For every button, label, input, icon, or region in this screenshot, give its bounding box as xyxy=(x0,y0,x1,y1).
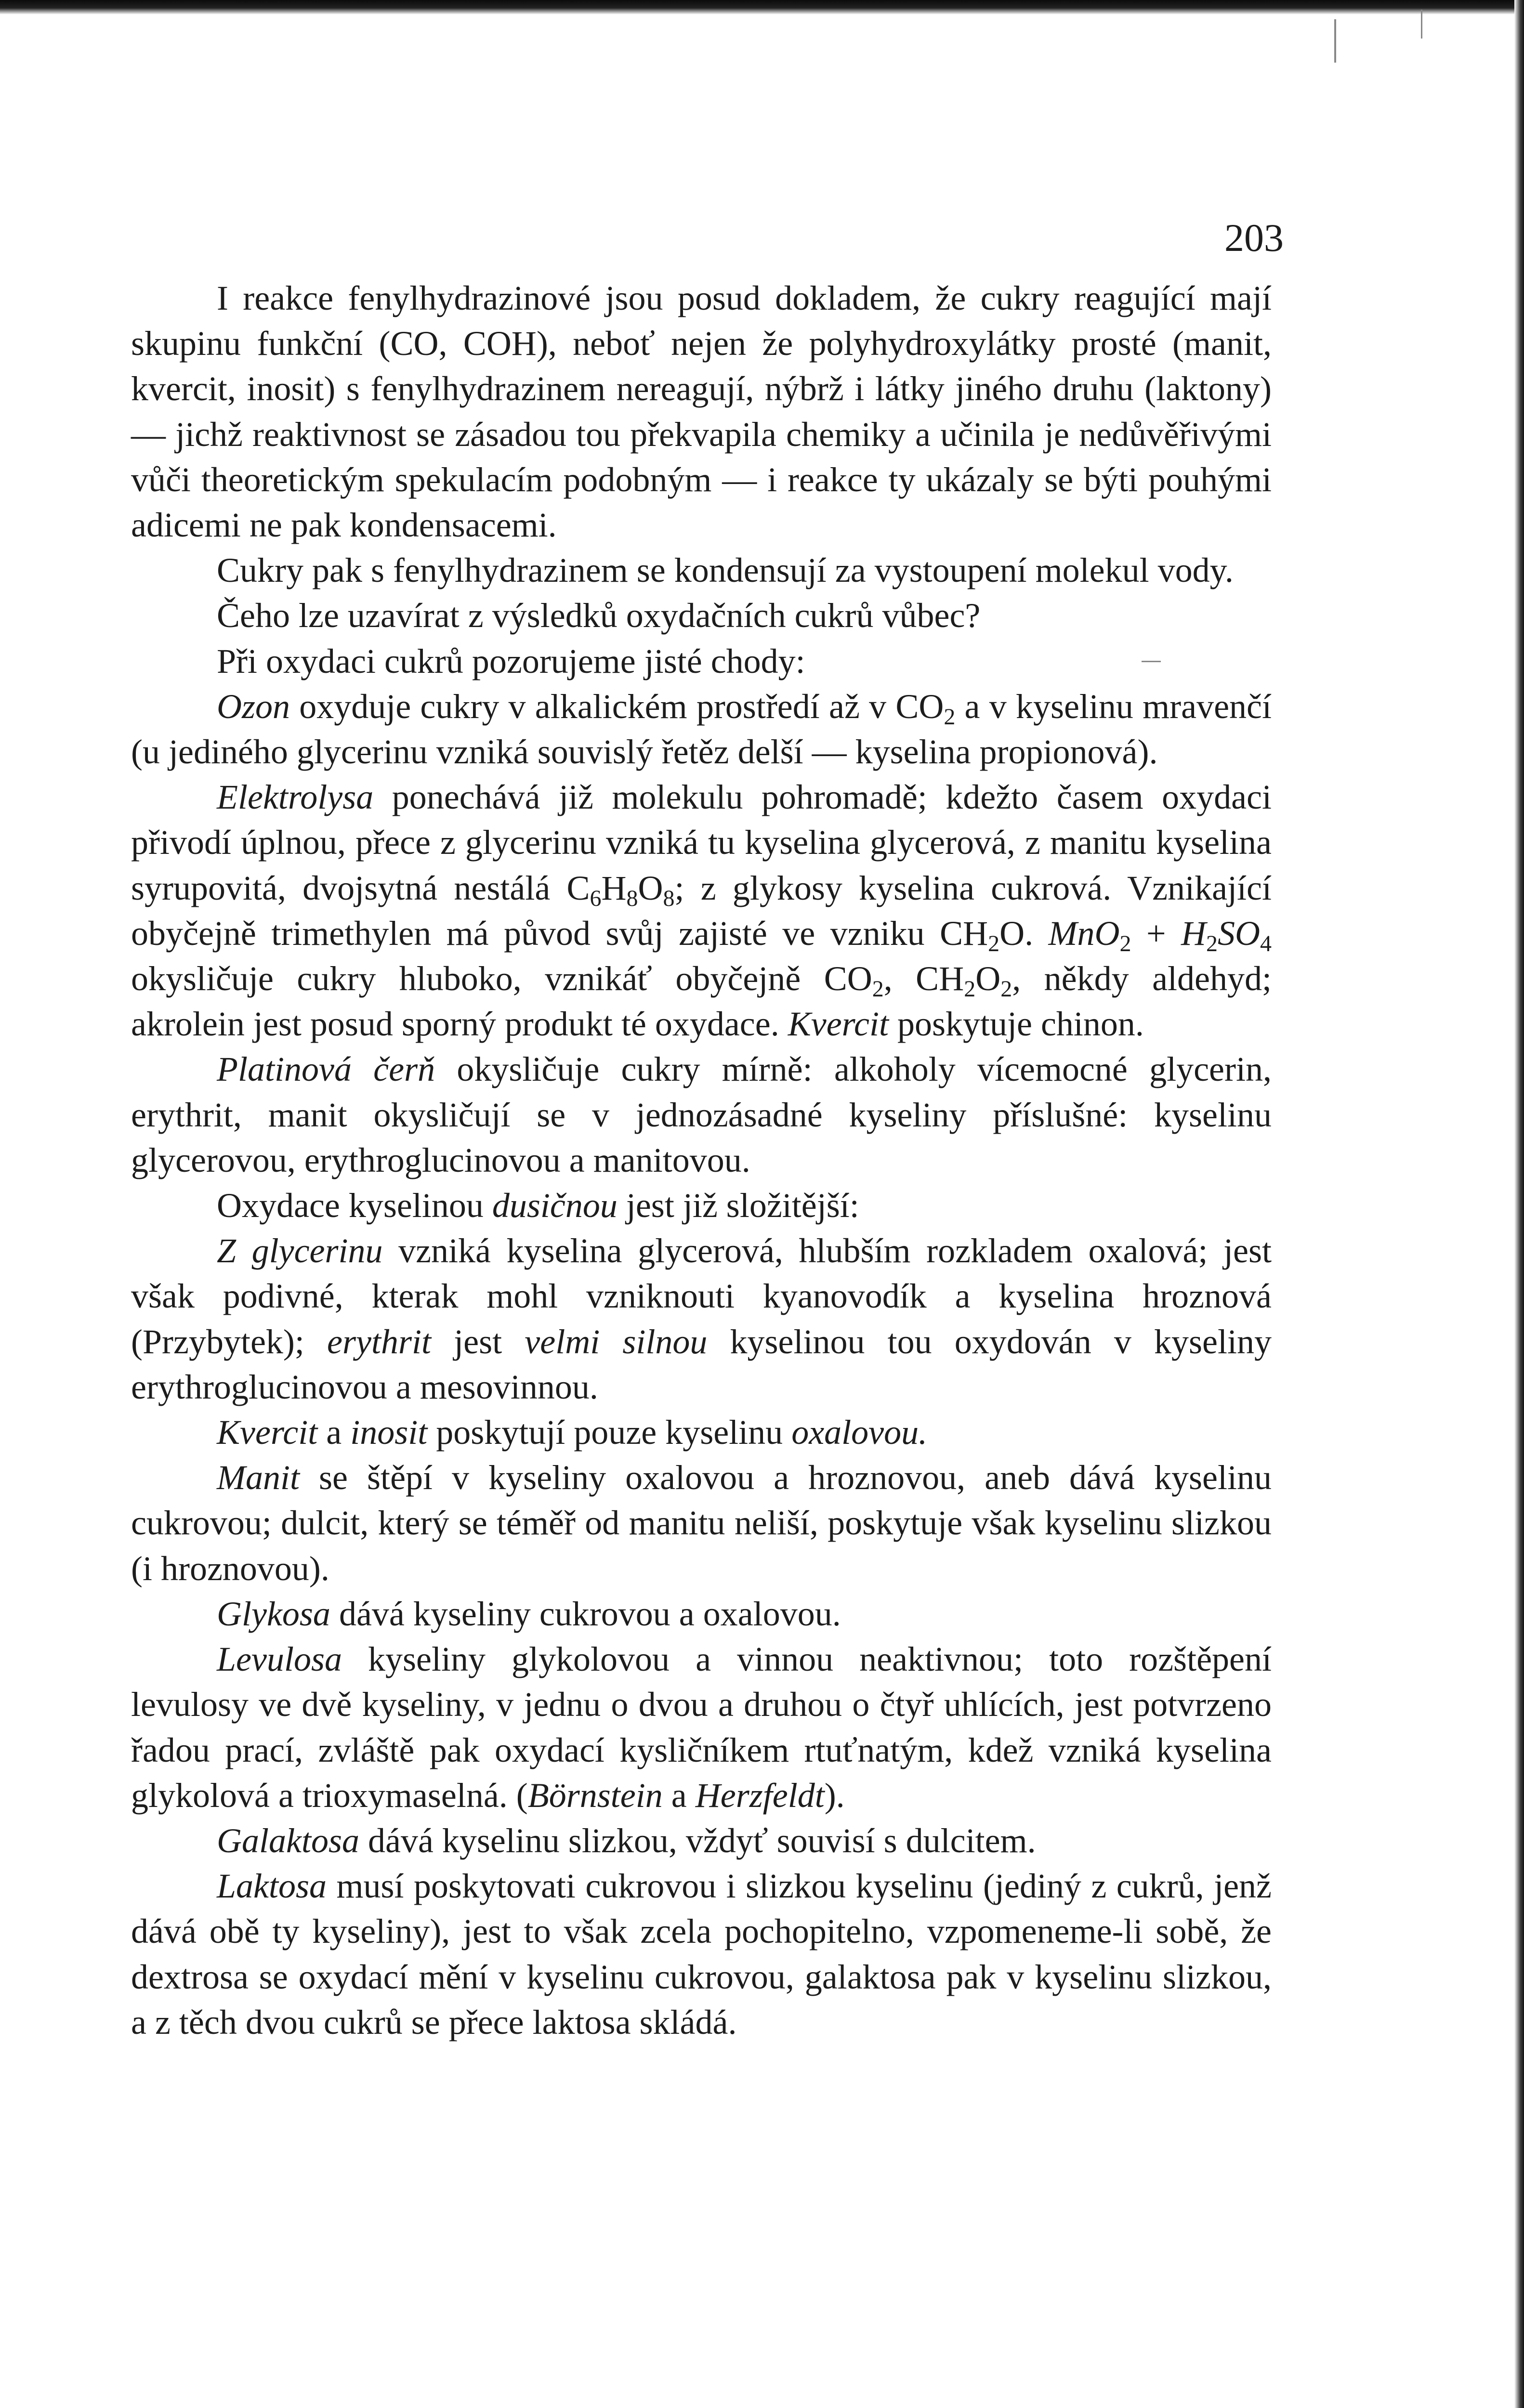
paragraph xyxy=(131,1228,1272,1410)
text-run: musí poskytovati cukrovou i slizkou kyselinu (jediný z cukrů, jenž dává obě ty kyseliny), jest to však zcela pochopitelno, vzpomeneme-li sobě, že dextrosa se oxydací mění v kyselinu cukrovou, galaktosa pak v kyselinu slizkou, a z těch dvou cukrů se přece laktosa skládá. xyxy=(131,1867,1272,2042)
italic-term: MnO xyxy=(1048,914,1120,953)
text-run: + xyxy=(1131,914,1182,953)
scan-right-edge xyxy=(1514,0,1524,2408)
chemical-subscript: 2 xyxy=(944,704,956,730)
italic-term: Kvercit xyxy=(788,1005,889,1044)
text-run: se štěpí v kyseliny oxalovou a hroznovou, aneb dává kyselinu cukrovou; dulcit, který se téměř od manitu neliší, poskytuje však kyselinu slizkou (i hroznovou). xyxy=(131,1458,1272,1588)
scan-dust-mark xyxy=(1421,10,1422,39)
paragraph xyxy=(131,1183,1272,1228)
scan-dust-mark xyxy=(1334,19,1336,63)
text-run: , někdy aldehyd; akrolein jest posud sporný produkt té oxydace. xyxy=(131,959,1272,1044)
text-run: dává kyseliny cukrovou a oxalovou. xyxy=(330,1594,841,1633)
italic-term: erythrit xyxy=(327,1322,432,1361)
chemical-subscript: 8 xyxy=(626,886,638,912)
text-run: O. xyxy=(999,914,1049,953)
italic-term: Manit xyxy=(217,1458,300,1497)
text-run: Při oxydaci cukrů pozorujeme jisté chody: xyxy=(217,641,805,681)
italic-term: Galaktosa xyxy=(217,1821,359,1860)
italic-term: Börnstein xyxy=(527,1776,663,1815)
italic-term: Glykosa xyxy=(217,1594,330,1633)
chemical-subscript: 2 xyxy=(964,976,976,1002)
text-run: ; z glykosy kyselina cukrová. Vznikající obyčejně trimethylen má původ svůj zajisté ve vzniku CH xyxy=(131,868,1272,953)
text-run: jest již složitější: xyxy=(617,1186,859,1225)
text-run: poskytuje chinon. xyxy=(888,1005,1144,1044)
text-run: a xyxy=(662,1776,696,1815)
chemical-subscript: 8 xyxy=(663,886,675,912)
italic-term: Kvercit xyxy=(217,1413,318,1452)
italic-term: SO xyxy=(1218,914,1261,953)
paragraph xyxy=(131,548,1272,593)
chemical-subscript: 2 xyxy=(872,976,884,1002)
italic-term: inosit xyxy=(350,1413,428,1452)
text-run: kyseliny glykolovou a vinnou neaktivnou; toto rozštěpení levulosy ve dvě kyseliny, v jednu o dvou a druhou o čtyř uhlících, jest potvrzeno řadou prací, zvláště pak oxydací kysličníkem rtuťnatým, kdež vzniká kyselina glykolová a trioxymaselná. ( xyxy=(131,1640,1272,1815)
text-run: ). xyxy=(824,1776,845,1815)
paragraph xyxy=(131,275,1272,548)
italic-term: dusičnou xyxy=(492,1186,617,1225)
paragraph xyxy=(131,1047,1272,1183)
text-run: , CH xyxy=(883,959,964,998)
italic-term: Elektrolysa xyxy=(217,778,374,817)
italic-term: Z glycerinu xyxy=(217,1231,383,1270)
text-run: O xyxy=(638,868,663,907)
chemical-subscript: 2 xyxy=(1000,976,1012,1002)
text-run: Cukry pak s fenylhydrazinem se kondensují za vystoupení molekul vody. xyxy=(217,551,1234,590)
italic-term: Platinová čerň xyxy=(217,1050,435,1089)
paragraph xyxy=(131,593,1272,638)
text-run: okysličuje cukry mírně: alkoholy vícemocné glycerin, erythrit, manit okysličují se v jednozásadné kyseliny příslušné: kyselinu glycerovou, erythroglucinovou a manitovou. xyxy=(131,1050,1272,1179)
text-run: I reakce fenylhydrazinové jsou posud dokladem, že cukry reagující mají skupinu funkční (CO, COH), neboť nejen že polyhydroxylátky prosté (manit, kvercit, inosit) s fenylhydrazinem nereagují, nýbrž i látky jiného druhu (laktony) — jichž reaktivnost se zásadou tou překvapila chemiky a učinila je nedůvěřivými vůči theoretickým spekulacím podobným — i reakce ty ukázaly se býti pouhými adicemi ne pak kondensacemi. xyxy=(131,279,1272,545)
scan-top-edge xyxy=(0,0,1524,14)
chemical-subscript: 2 xyxy=(1206,931,1218,957)
italic-term: velmi silnou xyxy=(525,1322,708,1361)
paragraph xyxy=(131,1455,1272,1591)
italic-term: oxalovou. xyxy=(791,1413,928,1452)
chemical-subscript: 4 xyxy=(1260,931,1272,957)
chemical-subscript: 6 xyxy=(590,886,602,912)
page-number: 203 xyxy=(1224,216,1284,260)
paragraph xyxy=(131,1863,1272,2045)
text-run: oxyduje cukry v alkalickém prostředí až v CO xyxy=(290,687,944,726)
paragraph xyxy=(131,684,1272,774)
paragraph xyxy=(131,639,1272,684)
italic-term: Laktosa xyxy=(217,1867,327,1906)
text-run: H xyxy=(601,868,627,907)
text-run: Čeho lze uzavírat z výsledků oxydačních cukrů vůbec? xyxy=(217,596,981,635)
italic-term: Levulosa xyxy=(217,1640,342,1679)
italic-term: H xyxy=(1181,914,1207,953)
text-run: kyselinou tou oxydován v kyseliny erythroglucinovou a mesovinnou. xyxy=(131,1322,1272,1406)
italic-term: Herzfeldt xyxy=(695,1776,825,1815)
italic-term: Ozon xyxy=(217,687,290,726)
text-run: okysličuje cukry hluboko, vznikáť obyčejně CO xyxy=(131,959,872,998)
text-run: dává kyselinu slizkou, vždyť souvisí s dulcitem. xyxy=(359,1821,1036,1860)
paragraph xyxy=(131,1818,1272,1863)
text-run: a v kyselinu mravenčí (u jediného glycerinu vzniká souvislý řetěz delší — kyselina propionová). xyxy=(131,687,1272,772)
text-run: a xyxy=(317,1413,351,1452)
text-run: O xyxy=(975,959,1001,998)
body-text xyxy=(131,275,1272,2045)
text-run: Oxydace kyselinou xyxy=(217,1186,492,1225)
text-run: vzniká kyselina glycerová, hlubším rozkladem oxalová; jest však podivné, kterak mohl vzniknouti kyanovodík a kyselina hroznová (Przybytek); xyxy=(131,1231,1272,1361)
text-run: jest xyxy=(431,1322,525,1361)
chemical-subscript: 2 xyxy=(1119,931,1131,957)
chemical-subscript: 2 xyxy=(988,931,1000,957)
text-run: ponechává již molekulu pohromadě; kdežto časem oxydaci přivodí úplnou, přece z glycerinu vzniká tu kyselina glycerová, z manitu kyselina syrupovitá, dvojsytná nestálá C xyxy=(131,778,1272,907)
paragraph xyxy=(131,1591,1272,1636)
text-run: poskytují pouze kyselinu xyxy=(427,1413,792,1452)
paragraph xyxy=(131,774,1272,1047)
paragraph xyxy=(131,1636,1272,1818)
paragraph xyxy=(131,1410,1272,1455)
